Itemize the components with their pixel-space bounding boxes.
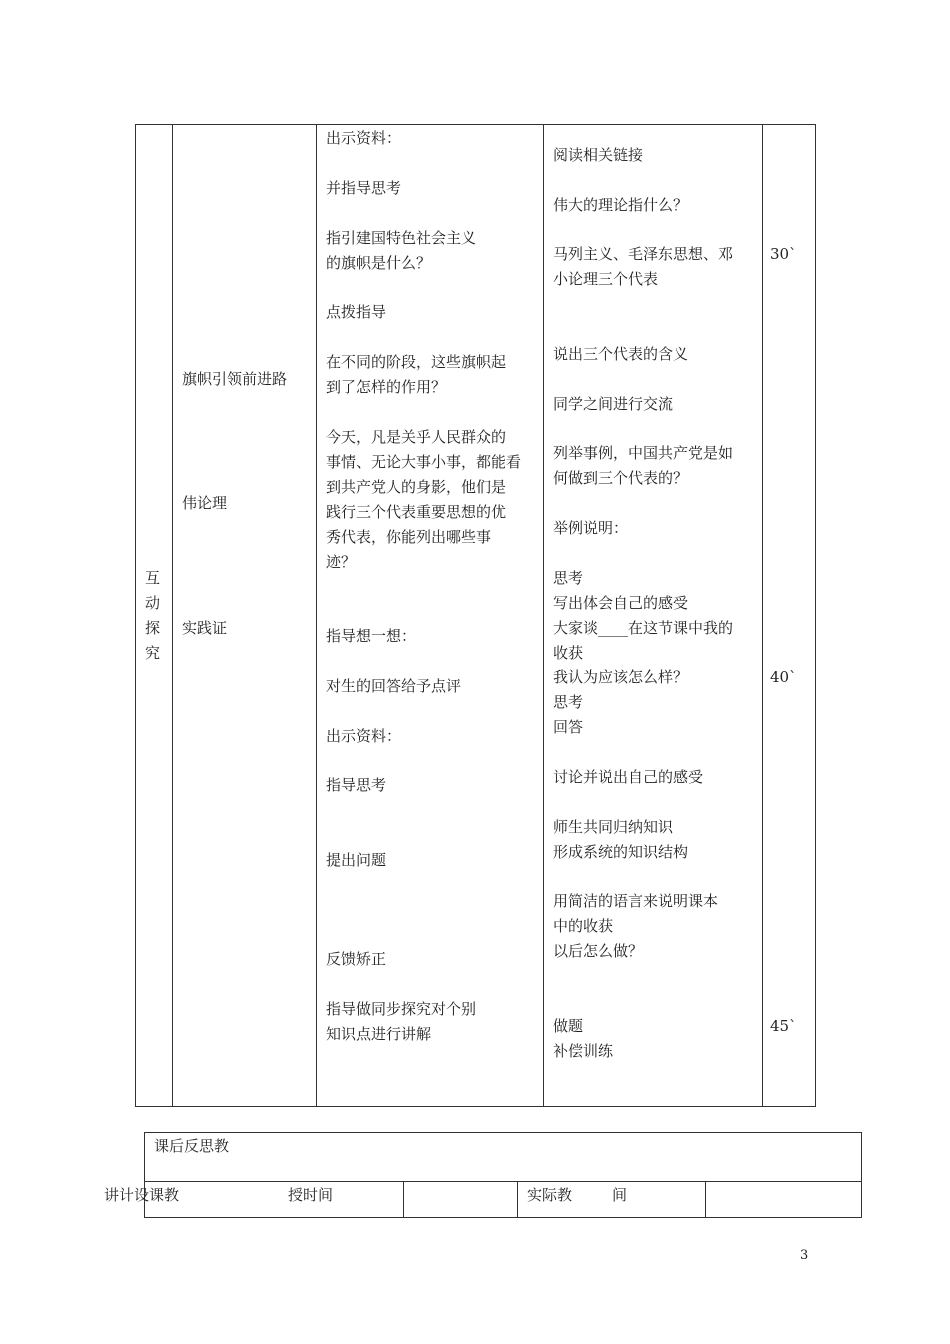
student-line: 写出体会自己的感受 — [553, 594, 689, 612]
teacher-line: 并指导思考 — [326, 179, 402, 197]
teacher-line: 指导做同步探究对个别 — [326, 1000, 477, 1018]
topic-label: 旗帜引领前进路 — [182, 370, 288, 388]
table-right-border — [815, 124, 816, 1107]
student-line: 用简洁的语言来说明课本 — [553, 892, 719, 910]
student-line: 补偿训练 — [553, 1042, 614, 1060]
teacher-line: 知识点进行讲解 — [326, 1025, 432, 1043]
table-left-border — [135, 124, 136, 1107]
table-bottom-border — [135, 1106, 816, 1107]
design-label: 讲计设课教 — [104, 1186, 180, 1204]
bottom-table-divider-3 — [705, 1181, 706, 1218]
teacher-line: 今天，凡是关乎人民群众的 — [326, 428, 507, 446]
teacher-line: 反馈矫正 — [326, 950, 387, 968]
time-value: 30` — [770, 245, 797, 263]
section-label-char: 互 — [145, 569, 161, 587]
column-divider-1 — [172, 124, 173, 1107]
column-divider-3 — [543, 124, 544, 1107]
student-line: 回答 — [553, 718, 584, 736]
teacher-line: 事情、无论大事小事，都能看 — [326, 453, 522, 471]
student-line: 中的收获 — [553, 917, 614, 935]
section-label-char: 动 — [145, 594, 161, 612]
teacher-line: 指引建国特色社会主义 — [326, 229, 477, 247]
actual-label: 实际教 — [527, 1186, 573, 1204]
student-line: 马列主义、毛泽东思想、邓 — [553, 245, 734, 263]
bottom-table-middle-border — [144, 1181, 862, 1182]
time-value: 45` — [770, 1017, 797, 1035]
student-line: 同学之间进行交流 — [553, 395, 674, 413]
topic-label: 实践证 — [182, 619, 228, 637]
teacher-line: 践行三个代表重要思想的优 — [326, 503, 507, 521]
teacher-line: 对生的回答给予点评 — [326, 677, 462, 695]
reflection-label: 课后反思教 — [154, 1137, 230, 1155]
page-number: 3 — [800, 1248, 809, 1263]
teacher-line: 出示资料： — [326, 129, 402, 147]
student-line: 讨论并说出自己的感受 — [553, 768, 704, 786]
student-line: 师生共同归纳知识 — [553, 818, 674, 836]
student-line: 举例说明： — [553, 519, 629, 537]
teacher-line: 出示资料： — [326, 727, 402, 745]
student-line: 伟大的理论指什么？ — [553, 196, 689, 214]
teacher-line: 秀代表，你能列出哪些事 — [326, 528, 492, 546]
column-divider-4 — [762, 124, 763, 1107]
topic-label: 伟论理 — [182, 494, 228, 512]
student-line: 大家谈____在这节课中我的 — [553, 619, 734, 637]
teacher-line: 点拨指导 — [326, 303, 387, 321]
student-line: 形成系统的知识结构 — [553, 843, 689, 861]
student-line: 思考 — [553, 693, 584, 711]
time-label: 间 — [612, 1186, 628, 1204]
bottom-table-top-border — [144, 1132, 862, 1133]
teacher-line: 到共产党人的身影，他们是 — [326, 478, 507, 496]
bottom-table-right-border — [861, 1132, 862, 1218]
student-line: 小论理三个代表 — [553, 270, 659, 288]
time-value: 40` — [770, 668, 797, 686]
teacher-line: 指导想一想： — [326, 627, 417, 645]
teacher-line: 的旗帜是什么？ — [326, 254, 432, 272]
bottom-table-divider-1 — [403, 1181, 404, 1218]
teacher-line: 迹？ — [326, 553, 357, 571]
section-label-char: 探 — [145, 619, 161, 637]
student-line: 收获 — [553, 644, 584, 662]
section-label-char: 究 — [145, 644, 161, 662]
student-line: 我认为应该怎么样？ — [553, 668, 689, 686]
teacher-line: 到了怎样的作用？ — [326, 378, 447, 396]
student-line: 阅读相关链接 — [553, 146, 644, 164]
teacher-line: 提出问题 — [326, 851, 387, 869]
teacher-line: 指导思考 — [326, 776, 387, 794]
teach-time-label: 授时间 — [288, 1186, 334, 1204]
student-line: 何做到三个代表的？ — [553, 469, 689, 487]
student-line: 列举事例，中国共产党是如 — [553, 444, 734, 462]
table-top-border — [135, 124, 816, 125]
student-line: 说出三个代表的含义 — [553, 345, 689, 363]
student-line: 以后怎么做？ — [553, 942, 644, 960]
column-divider-2 — [316, 124, 317, 1107]
bottom-table-bottom-border — [144, 1217, 862, 1218]
student-line: 做题 — [553, 1017, 584, 1035]
student-line: 思考 — [553, 569, 584, 587]
teacher-line: 在不同的阶段，这些旗帜起 — [326, 353, 507, 371]
bottom-table-divider-2 — [517, 1181, 518, 1218]
